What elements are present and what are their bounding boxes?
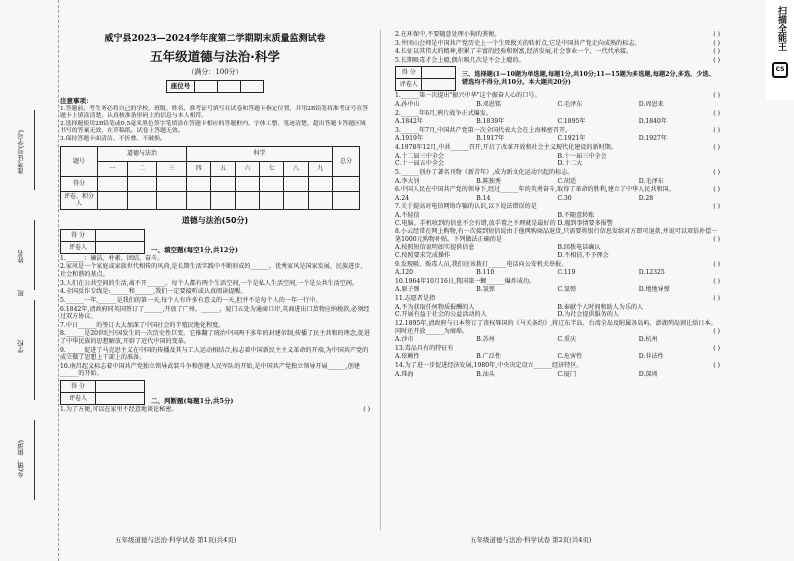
score-cell[interactable]	[127, 176, 157, 191]
choice-option[interactable]: A.24	[395, 194, 410, 202]
choice-option[interactable]: B.氢弹	[476, 286, 495, 294]
name-field: 姓名	[17, 250, 25, 263]
score-row-label: 评卷、积分人	[61, 191, 98, 209]
town-line	[34, 420, 35, 500]
choice-question: 10.1964年10月16日,我国第一颗______爆炸成功。 ( )	[395, 277, 720, 285]
choice-options	[395, 371, 720, 379]
part1-heading: 一、填空题(每空1分,共12分)	[151, 245, 238, 254]
scorebox-score-label: 得 分	[61, 381, 96, 393]
choice-option[interactable]: A.孙中山	[395, 101, 420, 109]
answer-paren[interactable]: ( )	[363, 406, 370, 414]
choice-options	[395, 244, 720, 259]
scorebox-cell[interactable]	[422, 79, 455, 91]
exam-no-line	[34, 110, 35, 190]
note-item: 2.选择题使用2B铅笔或0.5毫米黑色签字笔填涂在答题卡相应的答题框内，字体工整、笔迹清楚，超出答题卡答题区域书写的答案无效，在草稿纸、试卷上答题无效。	[60, 120, 366, 135]
scorebox-score-label: 得 分	[396, 67, 422, 79]
subject-title: 五年级道德与法治·科学	[150, 49, 280, 65]
seat-label: 座位号	[166, 80, 195, 92]
score-col: 八	[284, 161, 308, 176]
part2-header	[60, 380, 370, 405]
choice-option[interactable]: D.为社会提供服务的人	[557, 311, 619, 319]
seat-cell[interactable]	[218, 80, 241, 92]
choice-option[interactable]: C.1895年	[557, 118, 586, 126]
score-col: 九	[308, 161, 332, 176]
score-table-head-qno: 题号	[61, 146, 98, 176]
choice-option[interactable]: C.氢弹	[557, 286, 577, 294]
page-left	[60, 30, 370, 550]
choice-option[interactable]: A.1919年	[395, 135, 423, 143]
choice-option[interactable]: D.1840年	[638, 118, 667, 126]
class-field: 班	[17, 290, 25, 297]
choice-question: 8.小云经常在网上购物,有一次接到短信说由于他网购商品退货,只需要将银行信息发给对方即可退款,并说可以双倍补偿一笔1000元购物补贴。下列做法正确的是 ( )	[395, 228, 720, 243]
seat-cell[interactable]	[241, 80, 264, 92]
question: 7.中日______的签订大大加深了中国社会的半殖民地化程度。	[60, 321, 225, 329]
scanner-watermark	[766, 0, 794, 100]
choice-option[interactable]: B.不随意转账	[557, 211, 595, 219]
part3-scorebox	[395, 66, 456, 91]
choice-option[interactable]: C.电脑、手机收到的信息不会有错,放手置之不理就是最好的	[395, 219, 556, 227]
part3-header	[395, 66, 720, 91]
choice-options	[395, 195, 720, 203]
choice-question: 4.1978年12月,中共______召开,开启了改革开放和社会主义现代化建设的新时期。 ( )	[395, 144, 720, 152]
choice-option[interactable]: A.120	[395, 269, 413, 277]
choice-question: 12.1895年,清政府与日本签订了丧权辱国的《马关条约》,将辽东半岛、台湾全岛及附属各岛屿、澎湖列岛割让给日本。同时还开放______为商埠。 ( )	[395, 319, 720, 335]
score-col: 二	[127, 161, 157, 176]
choice-option[interactable]: D.周恩来	[638, 101, 664, 109]
choice-option[interactable]: A.沙市	[395, 336, 414, 344]
choice-option[interactable]: B.回拨电话确认	[557, 244, 601, 252]
score-col: 五	[211, 161, 235, 176]
choice-option[interactable]: C.厦门	[557, 370, 577, 378]
choice-option[interactable]: A.1842年	[395, 118, 423, 126]
choice-option[interactable]: C.30	[557, 194, 572, 202]
choice-question: 9.发现吸、贩毒人员,我们应该拨打______电话向公安机关举报。 ( )	[395, 260, 720, 268]
choice-option[interactable]: C.按照要求完成操作	[395, 252, 451, 260]
scorebox-cell[interactable]	[96, 241, 145, 253]
choice-option[interactable]: C.119	[557, 269, 576, 277]
answer-paren[interactable]: ( )	[713, 56, 720, 64]
choice-option[interactable]: A.李大钊	[395, 177, 420, 185]
answer-paren[interactable]: ( )	[713, 126, 720, 134]
part1-header	[60, 229, 370, 254]
score-col: 四	[187, 161, 211, 176]
choice-options	[395, 336, 720, 344]
choice-option[interactable]: B.汕头	[476, 370, 495, 378]
choice-options	[395, 304, 720, 319]
notes-title: 注意事项：	[60, 96, 93, 105]
choice-options	[395, 101, 720, 109]
answer-paren[interactable]: ( )	[713, 48, 720, 56]
score-cell[interactable]	[333, 191, 360, 209]
town-field: 乡(镇、街道)	[17, 440, 25, 478]
choice-option[interactable]: A.原子弹	[395, 286, 420, 294]
choice-option[interactable]: A.不为获取任何物质报酬的人	[395, 303, 475, 311]
score-cell[interactable]	[127, 191, 157, 209]
choice-option[interactable]: D.毛泽东	[638, 177, 664, 185]
judge-question: 3.井冈山会师是中国共产党历史上一个生死攸关的转折点,它是中国共产党走向成熟的标志。 ( )	[395, 39, 720, 47]
choice-question: 7.关于提高对电信网络诈骗的认识,以下说法错误的是 ( )	[395, 203, 720, 211]
footer-right: 五年级道德与法治·科学试卷 第2页(共4页)	[470, 536, 592, 544]
choice-option[interactable]: B.苏州	[476, 336, 495, 344]
choice-question: 11.志愿者是指 ( )	[395, 295, 720, 303]
choice-option[interactable]: C.胡适	[557, 177, 577, 185]
choice-option[interactable]: A.依赖性	[395, 353, 420, 361]
choice-question: 6.中国人民在中国共产党的领导下,经过______年的英勇奋斗,取得了革命的胜利,建立了中华人民共和国。 ( )	[395, 186, 720, 194]
page-right	[395, 30, 720, 550]
part2-scorebox	[60, 380, 145, 405]
choice-options	[395, 153, 720, 168]
judge-question: 4.长征以其伟大的精神,积累了丰富的经验和财富,经济发展,社会事业一个、一代代承接。 ( )	[395, 48, 720, 56]
choice-option[interactable]: D.不相信,不予理会	[557, 252, 609, 260]
choice-question: 1.______第一次提出"振兴中华"这个振奋人心的口号。 ( )	[395, 92, 720, 100]
scorebox-cell[interactable]	[96, 381, 145, 393]
score-cell[interactable]	[157, 191, 187, 209]
score-cell[interactable]	[98, 176, 128, 191]
note-item: 1.答题前，考生务必将自己的学校、班级、姓名、准考证号填写在试卷和答题卡指定位置，并用2B铅笔将准考证号在答题卡上填涂清楚，认真核准条形码上的信息与本人相符。	[60, 106, 369, 120]
answer-paren[interactable]: ( )	[713, 235, 720, 243]
choice-option[interactable]: D.杭州	[638, 336, 658, 344]
score-col: 一	[98, 161, 128, 176]
scorebox-grader-label: 评卷人	[61, 393, 96, 405]
answer-paren[interactable]: ( )	[713, 361, 720, 369]
choice-option[interactable]: D.1927年	[638, 135, 667, 143]
answer-paren[interactable]: ( )	[713, 31, 720, 38]
scanner-brand-text: 扫描全能王	[776, 6, 786, 51]
part1-scorebox	[60, 229, 145, 254]
answer-paren[interactable]: ( )	[713, 186, 720, 194]
answer-paren[interactable]: ( )	[713, 203, 720, 211]
score-cell[interactable]	[259, 191, 283, 209]
choice-question: 14.为了进一步促进经济发展,1980年,中央决定设立______经济特区。 ( )	[395, 361, 720, 369]
choice-option[interactable]: D.地地导弹	[638, 286, 670, 294]
choice-option[interactable]: D.非法性	[638, 353, 664, 361]
score-cell[interactable]	[284, 176, 308, 191]
answer-paren[interactable]: ( )	[713, 168, 720, 176]
answer-paren[interactable]: ( )	[713, 295, 720, 303]
choice-question: 2.______年6月,鸦片战争正式爆发。 ( )	[395, 109, 720, 117]
score-cell[interactable]	[157, 176, 187, 191]
score-cell[interactable]	[98, 191, 128, 209]
scorebox-cell[interactable]	[422, 67, 455, 79]
question: 3.人们在公共空间的生活,离不开______。每个人都有两个生活空间,一个是私人生活空间,一个是公共生活空间。	[60, 279, 359, 287]
question: 2.家风是一个家庭或家族世代相传的风尚,是长期生活实践中不断形成的______。优秀家风是国家发展、民族进步、社会和谐的基点。	[60, 263, 367, 279]
score-table-head-total: 总分	[333, 146, 360, 176]
choice-option[interactable]: B.十一届三中全会	[557, 152, 607, 160]
choice-options	[395, 353, 720, 361]
choice-options	[395, 269, 720, 277]
choice-option[interactable]: D.遇到事情要多报警	[557, 219, 613, 227]
question: 4.全国反诈专线是:______和______,我们一定要接听或认真阅读提醒。	[60, 288, 247, 296]
choice-option[interactable]: C.危害性	[557, 353, 583, 361]
choice-option[interactable]: C.1921年	[557, 135, 586, 143]
score-col: 七	[259, 161, 283, 176]
answer-paren[interactable]: ( )	[713, 344, 720, 352]
choice-option[interactable]: D.十二大	[557, 160, 583, 168]
scorebox-cell[interactable]	[96, 393, 145, 405]
name-line	[34, 220, 35, 290]
choice-option[interactable]: C.毛泽东	[557, 101, 583, 109]
full-score: （满分：100分）	[187, 67, 243, 76]
score-table	[60, 146, 360, 210]
score-cell[interactable]	[333, 176, 360, 191]
question: 6.1842年,清政府同英国签订了______,开放了广州、______、厦门五处为通商口岸,英商进出口货物应纳税款,必须经过双方协议。	[60, 305, 370, 321]
question: 10.南昌起义标志着中国共产党独立领导武装斗争和创建人民军队的开始,是中国共产党独立领导开展______,创建______的开始。	[60, 362, 360, 378]
choice-question: 13.毒品具有的特征有 ( )	[395, 344, 720, 352]
question: 1.______：廉洁、朴素、团结、奋斗。	[60, 254, 164, 262]
exam-no-field: 准考证号(学号)	[17, 130, 25, 175]
answer-paren[interactable]: ( )	[713, 109, 720, 117]
school-field: 学校	[17, 340, 25, 353]
exam-title: 威宁县2023—2024学年度第二学期期末质量监测试卷	[104, 34, 326, 44]
choice-option[interactable]: C.重庆	[557, 336, 577, 344]
page-divider	[380, 30, 381, 530]
scanner-logo-icon: CS	[772, 62, 788, 78]
part3-heading: 三、选择题(1—10题为单选题,每题1分,共10分;11—15题为多选题,每题2分,多选、少选、错选均不得分,共10分。本大题共20分)	[461, 71, 715, 86]
answer-paren[interactable]: ( )	[713, 260, 720, 268]
score-table-head-moral: 道德与法治	[98, 146, 187, 161]
choice-option[interactable]: D.深圳	[638, 370, 658, 378]
question: 5.______一年,______是我们的第一天,每个人有许多有意义的一天,但并不是每个人的一年一行中。	[60, 296, 322, 304]
choice-options	[395, 135, 720, 143]
answer-paren[interactable]: ( )	[713, 277, 720, 285]
score-cell[interactable]	[235, 191, 259, 209]
choice-option[interactable]: B.邓恩铭	[476, 101, 501, 109]
score-cell[interactable]	[235, 176, 259, 191]
question: 8.______是20世纪中国发生的一次历史性巨变。它推翻了统治中国两千多年的封建帝制,传播了民主共和的理念,促进了中华民族的思想解放,开辟了近代中国的变革。	[60, 330, 370, 345]
judge-question: 5.长期吸毒才会上瘾,偶尔吸几次是不会上瘾的。 ( )	[395, 56, 720, 64]
score-cell[interactable]	[187, 191, 211, 209]
score-cell[interactable]	[259, 176, 283, 191]
choice-options	[395, 178, 720, 186]
footer-left: 五年级道德与法治·科学试卷 第1页(共4页)	[115, 536, 237, 544]
answer-paren[interactable]: ( )	[713, 92, 720, 100]
judge-question: 2.在环保中,不要随意处理小狗的粪便。 ( )	[395, 31, 720, 38]
note-item: 3.保持答题卡面清洁、不折叠、不破损。	[60, 135, 166, 142]
score-cell[interactable]	[187, 176, 211, 191]
choice-option[interactable]: D.12325	[638, 269, 665, 277]
choice-option[interactable]: B.14	[476, 194, 491, 202]
score-cell[interactable]	[211, 176, 235, 191]
choice-option[interactable]: B.陈独秀	[476, 177, 501, 185]
scorebox-grader-label: 评卷人	[396, 79, 422, 91]
choice-options	[395, 118, 720, 126]
score-cell[interactable]	[284, 191, 308, 209]
part2-heading: 二、判断题(每题1分,共5分)	[151, 396, 234, 405]
choice-question: 5.______创办了著名刊物《新青年》,成为新文化运动兴起的标志。 ( )	[395, 168, 720, 176]
choice-option[interactable]: A.不轻信	[395, 211, 420, 219]
score-cell[interactable]	[308, 191, 332, 209]
answer-paren[interactable]: ( )	[713, 327, 720, 335]
choice-options	[395, 212, 720, 227]
choice-option[interactable]: A.珠海	[395, 370, 414, 378]
multiple-choice-list	[395, 92, 720, 378]
scorebox-grader-label: 评卷人	[61, 241, 96, 253]
answer-paren[interactable]: ( )	[713, 144, 720, 152]
choice-option[interactable]: B.1917年	[476, 135, 505, 143]
question: 9.______促进了马克思主义在中国的传播及其与工人运动相结合,标志着中国新民主主义革命的开端,为中国共产党的成立做了思想上干部上的准备。	[60, 346, 369, 362]
choice-option[interactable]: B.1839年	[476, 118, 505, 126]
notes	[60, 97, 370, 143]
choice-option[interactable]: B.110	[476, 269, 495, 277]
seat-number-box	[60, 80, 370, 93]
choice-option[interactable]: B.奉献个人时间和助人为乐的人	[557, 303, 644, 311]
choice-option[interactable]: A.十二届三中全会	[395, 152, 444, 160]
binding-margin	[0, 0, 59, 561]
choice-option[interactable]: C.十一届五中全会	[395, 160, 445, 168]
judge-question: 1.为了方便,可以在家里不经意地谈论秘密。 ( )	[60, 406, 370, 414]
part1-questions	[60, 255, 370, 378]
section-title: 道德与法治(50分)	[181, 215, 249, 225]
choice-options	[395, 286, 720, 294]
score-col: 三	[157, 161, 187, 176]
choice-option[interactable]: A.按照短信说明如实提供信息	[395, 244, 475, 252]
scorebox-score-label: 得 分	[61, 229, 96, 241]
school-line	[34, 300, 35, 400]
score-cell[interactable]	[211, 191, 235, 209]
scorebox-cell[interactable]	[96, 229, 145, 241]
choice-option[interactable]: B.广泛性	[476, 353, 501, 361]
score-col: 六	[235, 161, 259, 176]
answer-paren[interactable]: ( )	[713, 39, 720, 47]
seat-cell[interactable]	[195, 80, 218, 92]
choice-option[interactable]: C.开展有益于社会的公益活动的人	[395, 311, 487, 319]
score-cell[interactable]	[308, 176, 332, 191]
score-row-label: 得分	[61, 176, 98, 191]
choice-option[interactable]: D.28	[638, 194, 654, 202]
choice-question: 3.______年7月,中国共产党第一次全国代表大会在上海秘密召开。 ( )	[395, 126, 720, 134]
score-table-head-science: 科学	[187, 146, 333, 161]
